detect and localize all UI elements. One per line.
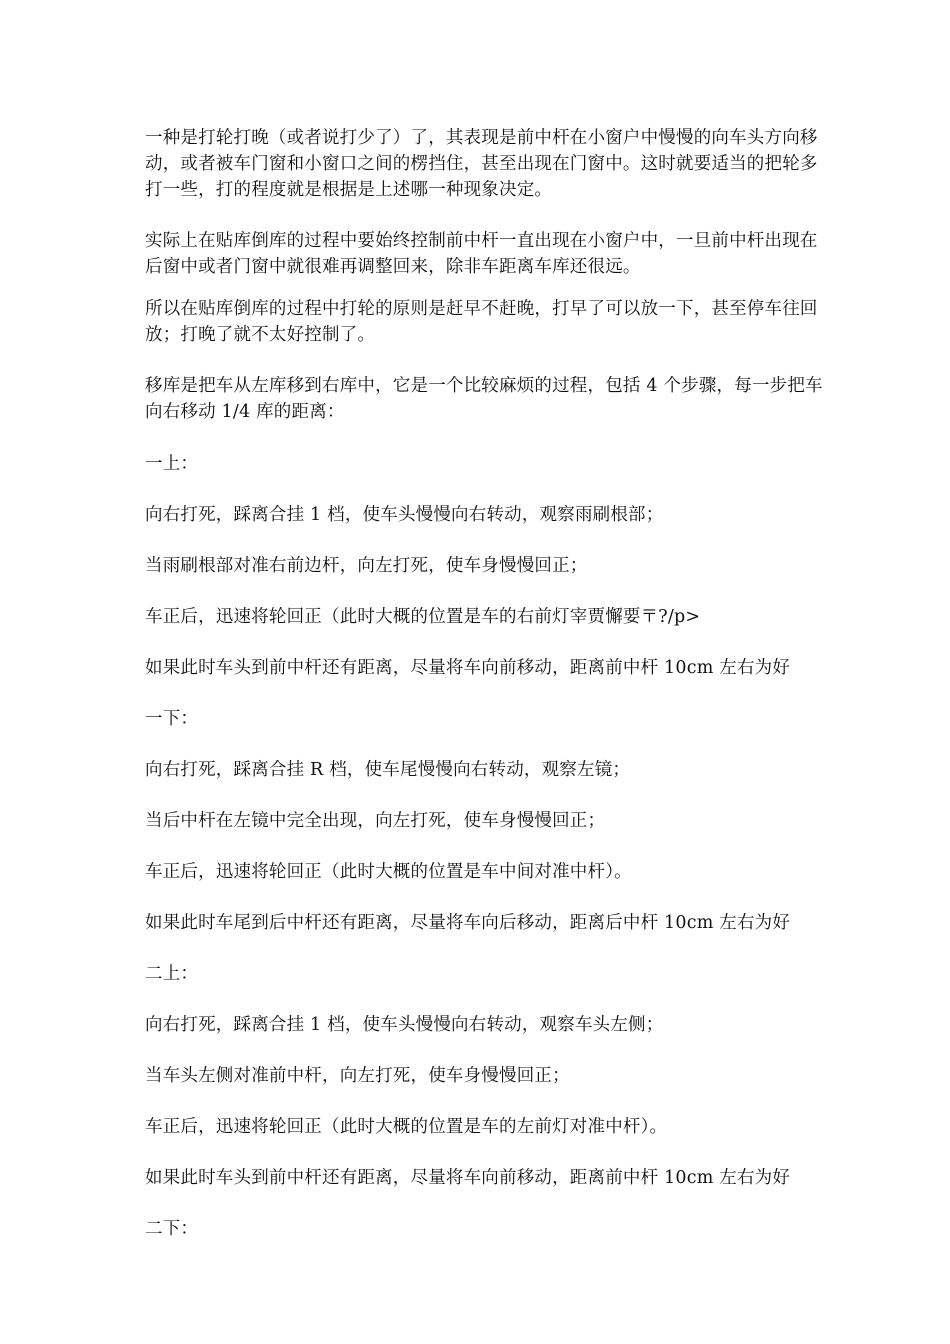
paragraph-16: 向右打死，踩离合挂 1 档，使车头慢慢向右转动，观察车头左侧；	[145, 1015, 664, 1035]
paragraph-3: 所以在贴库倒库的过程中打轮的原则是赶早不赶晚，打早了可以放一下，甚至停车往回放；打晚了就不太好控制了。	[145, 299, 818, 345]
paragraph-18: 车正后，迅速将轮回正（此时大概的位置是车的左前灯对准中杆）。	[145, 1117, 668, 1137]
paragraph-17: 当车头左侧对准前中杆，向左打死，使车身慢慢回正；	[145, 1066, 570, 1086]
step-heading-2-up: 二上：	[145, 964, 199, 984]
paragraph-2: 实际上在贴库倒库的过程中要始终控制前中杆一直出现在小窗户中，一旦前中杆出现在后窗中或者门窗中就很难再调整回来，除非车距离车库还很远。	[145, 231, 818, 277]
paragraph-8: 车正后，迅速将轮回正（此时大概的位置是车的右前灯宰贾懈要〒?/p>	[145, 607, 701, 627]
paragraph-4: 移库是把车从左库移到右库中，它是一个比较麻烦的过程，包括 4 个步骤，每一步把车向右移动 1/4 库的距离：	[145, 376, 823, 422]
paragraph-9: 如果此时车头到前中杆还有距离，尽量将车向前移动，距离前中杆 10cm 左右为好	[145, 658, 791, 678]
paragraph-1: 一种是打轮打晚（或者说打少了）了，其表现是前中杆在小窗户中慢慢的向车头方向移动，或者被车门窗和小窗口之间的楞挡住，甚至出现在门窗中。这时就要适当的把轮多打一些，打的程度就是根据是上述哪一种现象决定。	[145, 128, 818, 200]
paragraph-13: 车正后，迅速将轮回正（此时大概的位置是车中间对准中杆）。	[145, 862, 632, 882]
paragraph-7: 当雨刷根部对准右前边杆，向左打死，使车身慢慢回正；	[145, 556, 588, 576]
paragraph-19: 如果此时车头到前中杆还有距离，尽量将车向前移动，距离前中杆 10cm 左右为好	[145, 1168, 791, 1188]
paragraph-14: 如果此时车尾到后中杆还有距离，尽量将车向后移动，距离后中杆 10cm 左右为好	[145, 913, 791, 933]
step-heading-1-up: 一上：	[145, 454, 199, 474]
paragraph-11: 向右打死，踩离合挂 R 档，使车尾慢慢向右转动，观察左镜；	[145, 760, 631, 780]
paragraph-12: 当后中杆在左镜中完全出现，向左打死，使车身慢慢回正；	[145, 811, 606, 831]
step-heading-1-down: 一下：	[145, 709, 199, 729]
paragraph-6: 向右打死，踩离合挂 1 档，使车头慢慢向右转动，观察雨刷根部；	[145, 505, 664, 525]
step-heading-2-down: 二下：	[145, 1219, 199, 1239]
